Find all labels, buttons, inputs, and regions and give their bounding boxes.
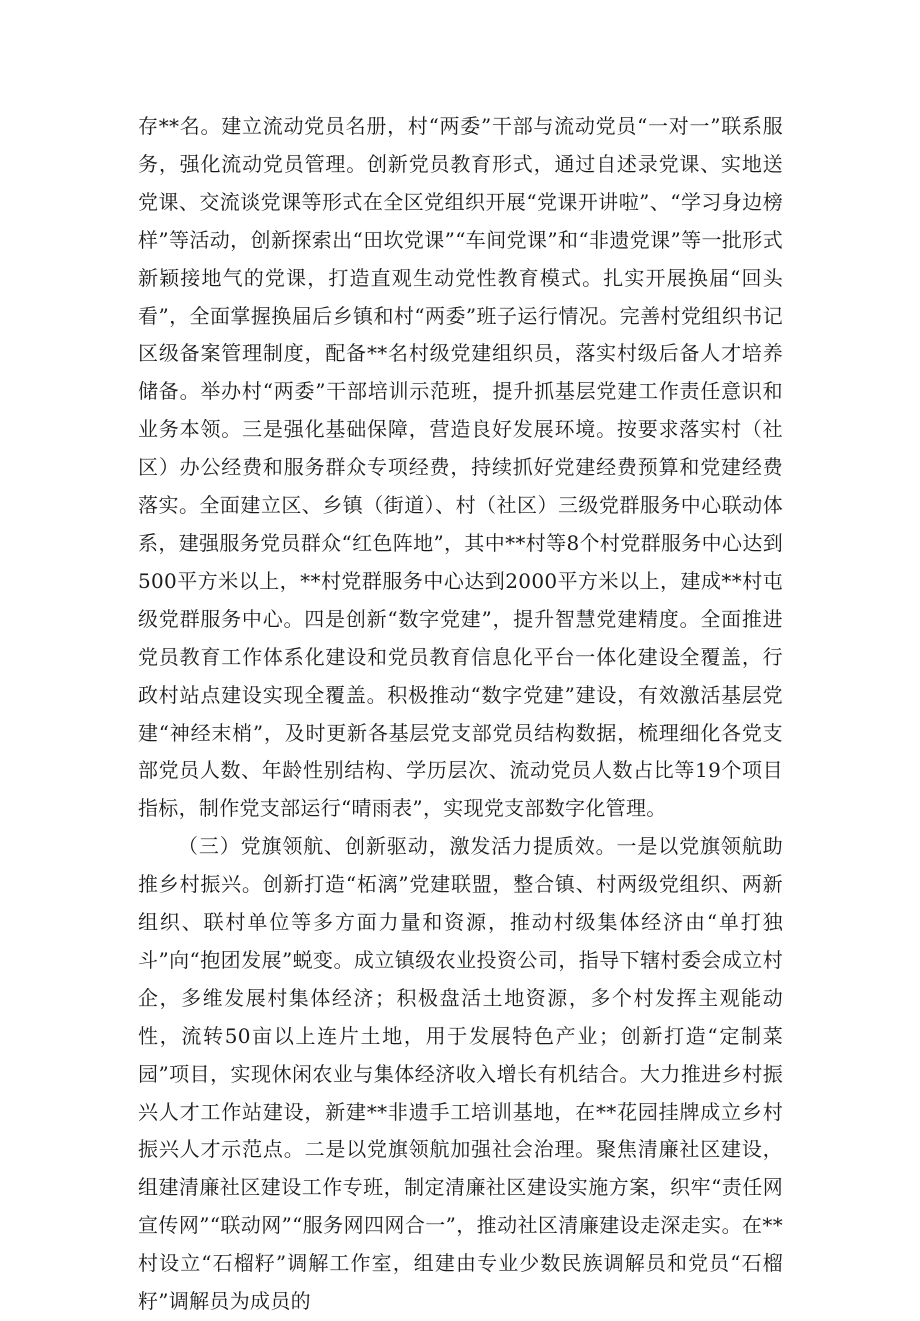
paragraph-1: 存**名。建立流动党员名册，村“两委”干部与流动党员“一对一”联系服务，强化流动党员管理。创新党员教育形式，通过自述录党课、实地送党课、交流谈党课等形式在全区党组织开展“党课开讲啦”、“学习身边榜样”等活动，创新探索出“田坎党课”“车间党课”和“非遗党课”等一批形式新颖接地气的党课，打造直观生动党性教育模式。扎实开展换届“回头看”，全面掌握换届后乡镇和村“两委”班子运行情况。完善村党组织书记区级备案管理制度，配备**名村级党建组织员，落实村级后备人才培养储备。举办村“两委”干部培训示范班，提升抓基层党建工作责任意识和业务本领。三是强化基础保障，营造良好发展环境。按要求落实村（社区）办公经费和服务群众专项经费，持续抓好党建经费预算和党建经费落实。全面建立区、乡镇（街道）、村（社区）三级党群服务中心联动体系，建强服务党员群众“红色阵地”，其中**村等8个村党群服务中心达到500平方米以上，**村党群服务中心达到2000平方米以上，建成**村屯级党群服务中心。四是创新“数字党建”，提升智慧党建精度。全面推进党员教育工作体系化建设和党员教育信息化平台一体化建设全覆盖，行政村站点建设实现全覆盖。积极推动“数字党建”建设，有效激活基层党建“神经末梢”，及时更新各基层党支部党员结构数据，梳理细化各党支部党员人数、年龄性别结构、学历层次、流动党员人数占比等19个项目指标，制作党支部运行“晴雨表”，实现党支部数字化管理。 bbox=[138, 114, 783, 821]
document-body bbox=[138, 108, 783, 1321]
paragraph-2: （三）党旗领航、创新驱动，激发活力提质效。一是以党旗领航助推乡村振兴。创新打造“柘漓”党建联盟，整合镇、村两级党组织、两新组织、联村单位等多方面力量和资源，推动村级集体经济由“单打独斗”向“抱团发展”蜕变。成立镇级农业投资公司，指导下辖村委会成立村企，多维发展村集体经济；积极盘活土地资源，多个村发挥主观能动性，流转50亩以上连片土地，用于发展特色产业；创新打造“定制菜园”项目，实现休闲农业与集体经济收入增长有机结合。大力推进乡村振兴人才工作站建设，新建**非遗手工培训基地，在**花园挂牌成立乡村振兴人才示范点。二是以党旗领航加强社会治理。聚焦清廉社区建设，组建清廉社区建设工作专班，制定清廉社区建设实施方案，织牢“责任网宣传网”“联动网”“服务网四网合一”，推动社区清廉建设走深走实。在**村设立“石榴籽”调解工作室，组建由专业少数民族调解员和党员“石榴籽”调解员为成员的 bbox=[138, 834, 783, 1314]
